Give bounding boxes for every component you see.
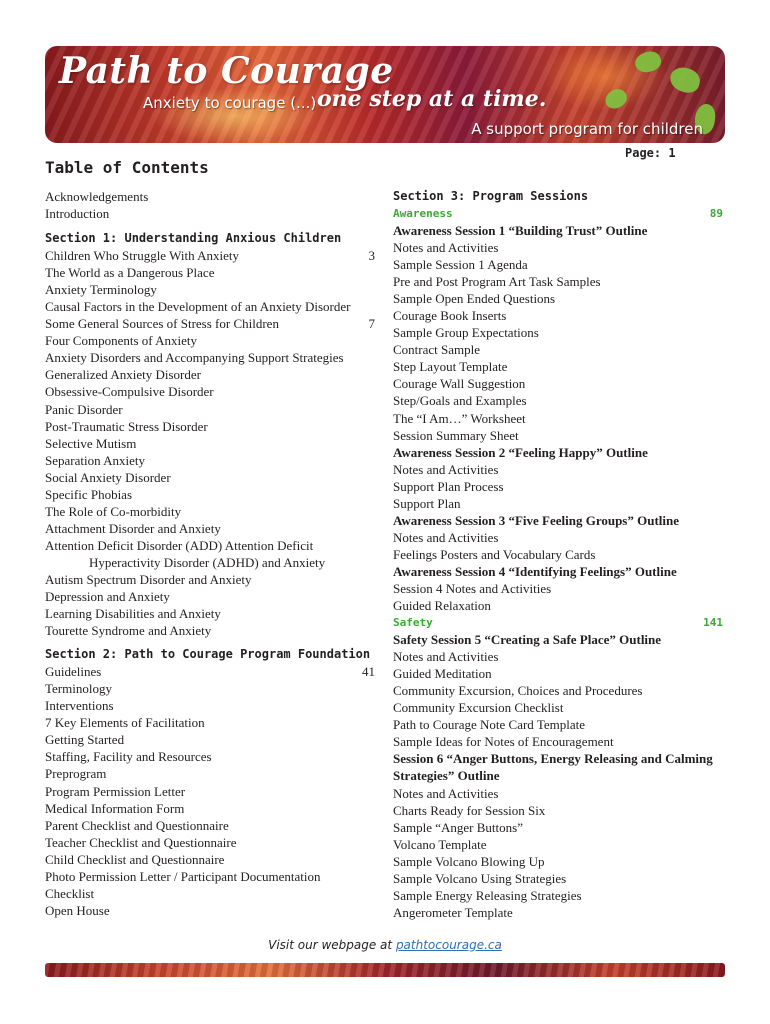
toc-entry-continuation[interactable] [45,554,375,571]
toc-left-column [45,188,375,919]
toc-entry[interactable] [45,537,375,554]
toc-entry-label: Sample Group Expectations [393,325,539,341]
toc-entry[interactable] [393,307,723,324]
toc-entry-label: Open House [45,902,110,918]
toc-entry-label: Community Excursion, Choices and Procedures [393,683,643,699]
toc-entry-label: Attention Deficit Disorder (ADD) Attention Deficit [45,537,314,553]
toc-entry-label: Sample Volcano Blowing Up [393,853,545,869]
toc-entry-label: Children Who Struggle With Anxiety [45,248,239,264]
toc-entry-label: Sample Volcano Using Strategies [393,870,567,886]
toc-entry-label: Courage Book Inserts [393,308,507,324]
toc-entry[interactable] [45,817,375,834]
toc-entry-label: Learning Disabilities and Anxiety [45,606,221,622]
toc-entry[interactable] [393,887,723,904]
toc-entry-label: Step/Goals and Examples [393,393,527,409]
toc-entry[interactable] [45,520,375,537]
toc-entry[interactable] [45,748,375,765]
toc-entry-label: Session 6 “Anger Buttons, Energy Releasing and Calming [393,751,713,767]
toc-entry[interactable] [393,563,723,580]
toc-entry-label: Session Summary Sheet [393,427,519,443]
toc-entry[interactable] [393,904,723,921]
toc-entry[interactable] [393,716,723,733]
toc-entry-label: Getting Started [45,732,125,748]
toc-entry[interactable] [45,486,375,503]
toc-entry-label: Selective Mutism [45,435,137,451]
toc-entry-label: Notes and Activities [393,649,499,665]
toc-entry[interactable] [393,375,723,392]
toc-entry-page: 41 [362,664,375,680]
toc-entry-label: Child Checklist and Questionnaire [45,851,225,867]
footprint-icon [602,85,630,112]
toc-entry-label: Guidelines [45,664,102,680]
toc-entry[interactable] [393,461,723,478]
toc-entry[interactable] [393,392,723,409]
toc-entry[interactable] [393,631,723,648]
toc-entry-label: Generalized Anxiety Disorder [45,367,201,383]
footer [0,938,770,952]
toc-entry-label: Medical Information Form [45,800,185,816]
toc-entry-page: 3 [368,248,375,264]
toc-entry-label: Anxiety Terminology [45,282,157,298]
toc-entry[interactable] [45,714,375,731]
safety-subheading [393,614,723,631]
toc-entry-label: Pre and Post Program Art Task Samples [393,274,601,290]
toc-entry[interactable] [45,188,375,205]
toc-entry-label: Separation Anxiety [45,452,146,468]
toc-entry[interactable] [45,418,375,435]
toc-entry[interactable] [393,512,723,529]
toc-entry[interactable] [45,834,375,851]
toc-entry[interactable] [393,341,723,358]
toc-entry[interactable] [45,469,375,486]
toc-entry[interactable] [45,680,375,697]
toc-entry[interactable] [45,902,375,919]
toc-entry-label: Photo Permission Letter / Participant Documentation [45,868,321,884]
toc-entry-label: Parent Checklist and Questionnaire [45,817,229,833]
section-1-list-continued [45,571,375,639]
toc-entry-label: Autism Spectrum Disorder and Anxiety [45,571,252,587]
toc-entry-label: Sample Energy Releasing Strategies [393,887,582,903]
toc-entry[interactable] [393,682,723,699]
toc-entry-label: Four Components of Anxiety [45,333,198,349]
toc-entry-label: Interventions [45,698,114,714]
toc-entry[interactable] [45,247,375,264]
toc-entry-label: Sample Open Ended Questions [393,291,556,307]
toc-entry[interactable] [393,665,723,682]
toc-entry-label: Community Excursion Checklist [393,700,564,716]
toc-entry-label: Awareness Session 1 “Building Trust” Outline [393,223,648,238]
toc-entry-label: The “I Am…” Worksheet [393,410,526,426]
website-link[interactable]: pathtocourage.ca [395,938,502,952]
toc-entry-label: Volcano Template [393,836,487,852]
toc-entry[interactable] [393,836,723,853]
toc-entry[interactable] [393,819,723,836]
toc-entry-label: Awareness Session 4 “Identifying Feelings” Outline [393,563,677,579]
toc-entry-label: Panic Disorder [45,401,123,417]
toc-entry[interactable] [393,733,723,750]
toc-entry[interactable] [393,410,723,427]
toc-entry-label: Checklist [45,885,95,901]
awareness-page: 89 [709,207,723,220]
toc-entry-label: Sample “Anger Buttons” [393,819,523,835]
toc-entry-page: 7 [368,316,375,332]
toc-entry[interactable] [45,588,375,605]
safety-list-continued [393,785,723,921]
toc-entry[interactable] [393,478,723,495]
toc-entry-label: Support Plan Process [393,478,504,494]
toc-entry-label: Contract Sample [393,342,481,358]
toc-entry-label: Awareness Session 3 “Five Feeling Groups” Outline [393,512,680,528]
toc-entry-label: Attachment Disorder and Anxiety [45,520,221,536]
banner-tagline-end: one step at a time. [317,86,547,112]
toc-entry[interactable] [45,298,375,315]
toc-entry-label: Depression and Anxiety [45,589,170,605]
toc-entry[interactable] [45,435,375,452]
toc-entry-label: Notes and Activities [393,529,499,545]
toc-entry-label: Post-Traumatic Stress Disorder [45,418,208,434]
toc-entry-label: Staffing, Facility and Resources [45,749,212,765]
toc-entry[interactable] [45,332,375,349]
footprint-icon [667,65,702,96]
awareness-label: Awareness [393,207,453,220]
banner-tagline-start: Anxiety to courage (...) [143,94,317,112]
toc-entry[interactable] [45,503,375,520]
toc-entry-label: Introduction [45,206,110,222]
toc-entry[interactable] [393,597,723,614]
footer-text: Visit our webpage at [268,938,396,952]
toc-entry-label: Anxiety Disorders and Accompanying Support Strategies [45,350,344,366]
toc-entry[interactable] [45,697,375,714]
toc-entry-label: Acknowledgements [45,189,149,204]
toc-entry[interactable] [393,546,723,563]
toc-entry-label: Strategies” Outline [393,768,500,784]
toc-entry-label: Guided Meditation [393,666,492,682]
toc-entry-label: Path to Courage Note Card Template [393,717,585,733]
toc-entry[interactable] [393,222,723,239]
toc-entry-label: Some General Sources of Stress for Children [45,316,279,332]
toc-entry[interactable] [45,205,375,222]
toc-entry[interactable] [45,783,375,800]
toc-entry[interactable] [393,648,723,665]
section-1-list [45,247,375,537]
toc-entry[interactable] [45,851,375,868]
toc-entry[interactable] [393,750,723,767]
toc-entry-label: Program Permission Letter [45,783,186,799]
safety-page: 141 [703,616,723,630]
toc-entry[interactable] [45,885,375,902]
toc-entry-label: 7 Key Elements of Facilitation [45,715,205,731]
toc-entry[interactable] [393,802,723,819]
toc-entry-label: Social Anxiety Disorder [45,469,171,485]
toc-entry-label: Terminology [45,681,112,697]
toc-entry[interactable] [393,495,723,512]
toc-entry[interactable] [45,571,375,588]
toc-entry[interactable] [45,622,375,639]
toc-entry-label: Angerometer Template [393,904,513,920]
toc-entry[interactable] [393,870,723,887]
toc-entry[interactable] [45,315,375,332]
page-number: Page: 1 [625,146,676,160]
toc-entry-label: The Role of Co-morbidity [45,503,182,519]
toc-entry-label: Feelings Posters and Vocabulary Cards [393,546,596,562]
toc-entry[interactable] [45,452,375,469]
toc-entry-label: Courage Wall Suggestion [393,376,526,392]
toc-entry[interactable] [45,264,375,281]
toc-entry-label: The World as a Dangerous Place [45,265,215,281]
toc-entry[interactable] [393,785,723,802]
section-2-list [45,663,375,919]
awareness-subheading [393,205,723,222]
awareness-list [393,222,723,614]
safety-list [393,631,723,750]
toc-entry-label: Session 4 Notes and Activities [393,580,552,596]
toc-entry[interactable] [393,273,723,290]
toc-entry-label: Support Plan [393,495,461,511]
toc-entry[interactable] [45,366,375,383]
toc-entry-label: Awareness Session 2 “Feeling Happy” Outline [393,444,648,460]
footprint-icon [632,48,663,76]
toc-entry[interactable] [45,868,375,885]
toc-entry-label: Notes and Activities [393,785,499,801]
toc-entry-label: Notes and Activities [393,461,499,477]
intro-list [45,188,375,222]
toc-entry[interactable] [393,358,723,375]
toc-entry[interactable] [45,349,375,366]
toc-entry[interactable] [45,605,375,622]
toc-entry[interactable] [393,290,723,307]
toc-entry-label: Obsessive-Compulsive Disorder [45,384,214,400]
toc-entry-label: Tourette Syndrome and Anxiety [45,623,212,639]
safety-label: Safety [393,616,433,630]
toc-entry[interactable] [393,256,723,273]
toc-entry[interactable] [45,663,375,680]
toc-entry[interactable] [393,427,723,444]
toc-entry[interactable] [393,580,723,597]
toc-right-column [393,188,723,921]
toc-entry-label: Safety Session 5 “Creating a Safe Place” Outline [393,632,662,648]
toc-entry-label: Teacher Checklist and Questionnaire [45,834,237,850]
toc-entry-label: Specific Phobias [45,486,133,502]
footer-decorative-bar [45,963,725,977]
toc-entry[interactable] [393,324,723,341]
section-1-heading: Section 1: Understanding Anxious Children [45,231,342,246]
toc-entry[interactable] [45,765,375,782]
toc-entry[interactable] [393,529,723,546]
toc-entry[interactable] [45,383,375,400]
section-2-heading: Section 2: Path to Courage Program Foundation [45,647,371,662]
toc-entry[interactable] [393,699,723,716]
toc-entry-continuation[interactable] [393,767,723,784]
toc-entry[interactable] [45,731,375,748]
toc-entry[interactable] [393,444,723,461]
toc-entry[interactable] [393,239,723,256]
section-3-heading: Section 3: Program Sessions [393,189,589,203]
toc-entry[interactable] [45,281,375,298]
toc-entry-label: Sample Session 1 Agenda [393,257,528,273]
page-title: Table of Contents [45,158,209,177]
toc-entry-label: Causal Factors in the Development of an Anxiety Disorder [45,299,351,315]
header-banner [45,46,725,143]
toc-entry-label: Hyperactivity Disorder (ADHD) and Anxiety [89,554,326,570]
toc-entry[interactable] [393,853,723,870]
toc-entry-label: Guided Relaxation [393,598,491,614]
toc-entry-label: Notes and Activities [393,240,499,256]
toc-entry[interactable] [45,800,375,817]
toc-entry-label: Preprogram [45,766,107,782]
toc-entry-label: Sample Ideas for Notes of Encouragement [393,734,614,750]
toc-entry-label: Step Layout Template [393,359,508,375]
banner-support-text: A support program for children [471,120,703,138]
banner-title: Path to Courage [59,50,394,92]
toc-entry-label: Charts Ready for Session Six [393,802,546,818]
toc-entry[interactable] [45,401,375,418]
